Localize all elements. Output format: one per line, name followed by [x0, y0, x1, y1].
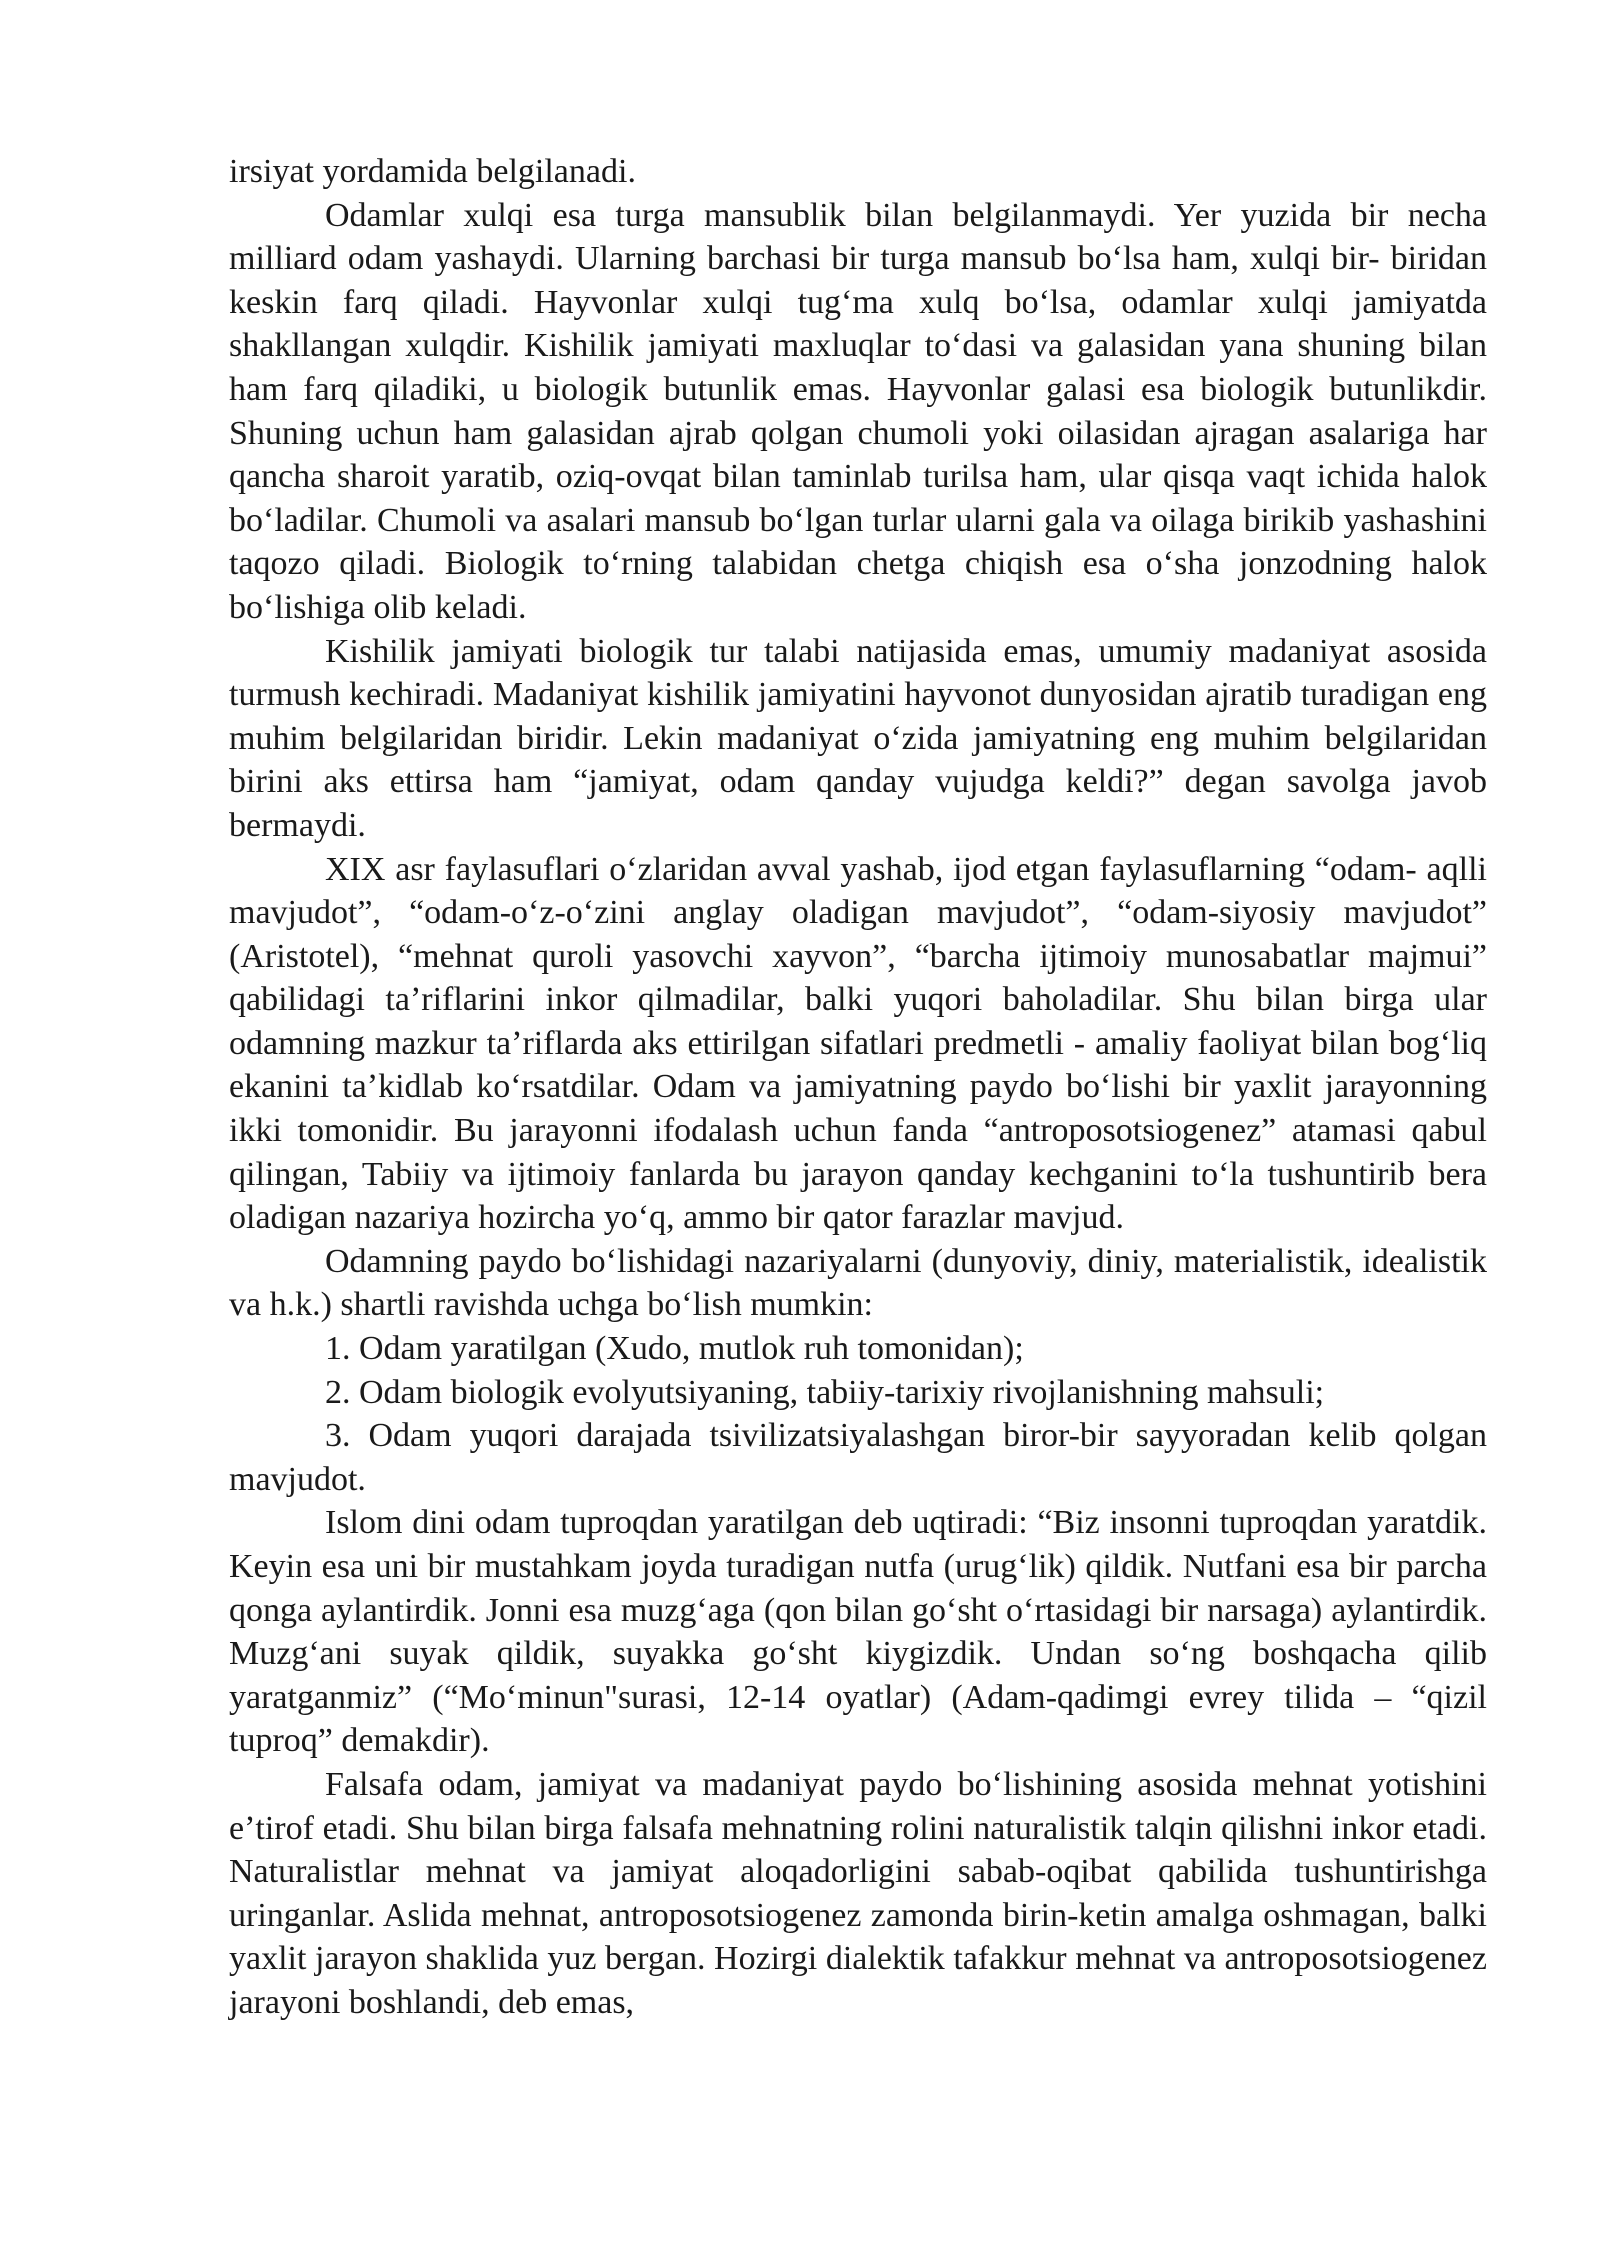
list-item: 3. Odam yuqori darajada tsivilizatsiyalashgan biror-bir sayyoradan kelib qolgan mavjudot.: [229, 1417, 1487, 1498]
paragraph: Odamlar xulqi esa turga mansublik bilan belgilanmaydi. Yer yuzida bir necha milliard odam yashaydi. Ularning barchasi bir turga mansub boʻlsa ham, xulqi bir- biridan keskin farq qiladi. Hayvonlar xulqi tugʻma xulq boʻlsa, odamlar xulqi jamiyatda shakllangan xulqdir. Kishilik jamiyati maxluqlar toʻdasi va galasidan yana shuning bilan ham farq qiladiki, u biologik butunlik emas. Hayvonlar galasi esa biologik butunlikdir. Shuning uchun ham galasidan ajrab qolgan chumoli yoki oilasidan ajragan asalariga har qancha sharoit yaratib, oziq-ovqat bilan taminlab turilsa ham, ular qisqa vaqt ichida halok boʻladilar. Chumoli va asalari mansub boʻlgan turlar ularni gala va oilaga birikib yashashini taqozo qiladi. Biologik toʻrning talabidan chetga chiqish esa oʻsha jonzodning halok boʻlishiga olib keladi.: [229, 196, 1487, 626]
paragraph: Odamning paydo boʻlishidagi nazariyalarni (dunyoviy, diniy, materialistik, idealistik va h.k.) shartli ravishda uchga boʻlish mumkin:: [229, 1242, 1487, 1324]
list-item: 2. Odam biologik evolyutsiyaning, tabiiy-tarixiy rivojlanishning mahsuli;: [325, 1373, 1325, 1411]
paragraph: Falsafa odam, jamiyat va madaniyat paydo boʻlishining asosida mehnat yotishini eʼtirof etadi. Shu bilan birga falsafa mehnatning rolini naturalistik talqin qilishni inkor etadi. Naturalistlar mehnat va jamiyat aloqadorligini sabab-oqibat qabilida tushuntirishga uringanlar. Aslida mehnat, antroposotsiogenez zamonda birin-ketin amalga oshmagan, balki yaxlit jarayon shaklida yuz bergan. Hozirgi dialektik tafakkur mehnat va antroposotsiogenez jarayoni boshlandi, deb emas,: [229, 1765, 1487, 2021]
list-item: 1. Odam yaratilgan (Xudo, mutlok ruh tomonidan);: [325, 1330, 1024, 1368]
paragraph-continuation: irsiyat yordamida belgilanadi.: [229, 153, 636, 190]
document-page: [229, 150, 1487, 2025]
paragraph: XIX asr faylasuflari oʻzlaridan avval yashab, ijod etgan faylasuflarning “odam- aqlli mavjudot”, “odam-oʻz-oʻzini anglay oladigan mavjudot”, “odam-siyosiy mavjudot” (Aristotel), “mehnat quroli yasovchi xayvon”, “barcha ijtimoiy munosabatlar majmui” qabilidagi taʼriflarini inkor qilmadilar, balki yuqori baholadilar. Shu bilan birga ular odamning mazkur taʼriflarda aks ettirilgan sifatlari predmetli - amaliy faoliyat bilan bogʻliq ekanini taʼkidlab koʻrsatdilar. Odam va jamiyatning paydo boʻlishi bir yaxlit jarayonning ikki tomonidir. Bu jarayonni ifodalash uchun fanda “antroposotsiogenez” atamasi qabul qilingan, Tabiiy va ijtimoiy fanlarda bu jarayon qanday kechganini toʻla tushuntirib bera oladigan nazariya hozircha yoʻq, ammo bir qator farazlar mavjud.: [229, 850, 1487, 1237]
paragraph: Islom dini odam tuproqdan yaratilgan deb uqtiradi: “Biz insonni tuproqdan yaratdik. Keyin esa uni bir mustahkam joyda turadigan nutfa (urugʻlik) qildik. Nutfani esa bir parcha qonga aylantirdik. Jonni esa muzgʻaga (qon bilan goʻsht oʻrtasidagi bir narsaga) aylantirdik. Muzgʻani suyak qildik, suyakka goʻsht kiygizdik. Undan soʻng boshqacha qilib yaratganmiz” (“Moʻminun"surasi, 12-14 oyatlar) (Adam-qadimgi evrey tilida – “qizil tuproq” demakdir).: [229, 1504, 1487, 1760]
paragraph: Kishilik jamiyati biologik tur talabi natijasida emas, umumiy madaniyat asosida turmush kechiradi. Madaniyat kishilik jamiyatini hayvonot dunyosidan ajratib turadigan eng muhim belgilaridan biridir. Lekin madaniyat oʻzida jamiyatning eng muhim belgilaridan birini aks ettirsa ham “jamiyat, odam qanday vujudga keldi?” degan savolga javob bermaydi.: [229, 632, 1487, 844]
